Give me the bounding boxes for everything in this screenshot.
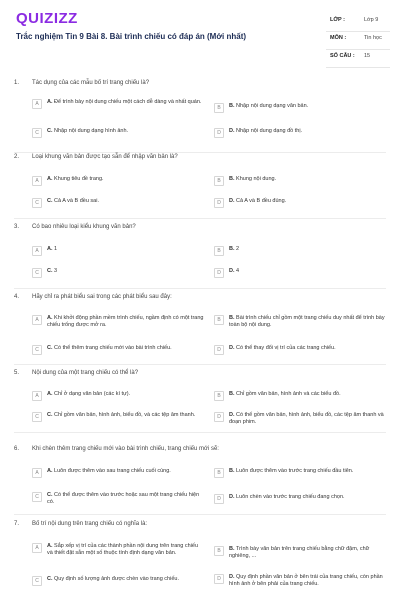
option-letter: D (214, 345, 224, 355)
option-b[interactable] (214, 468, 386, 478)
question-text: Có bao nhiêu loại kiểu khung văn bản? (32, 224, 136, 230)
option-key: B. (229, 315, 235, 321)
option-key: D. (229, 268, 235, 274)
option-a[interactable] (32, 246, 204, 256)
option-b[interactable] (214, 546, 386, 560)
divider (14, 218, 386, 219)
page-title: Trắc nghiệm Tin 9 Bài 8. Bài trình chiếu có đáp án (Mới nhất) (16, 32, 247, 41)
option-c[interactable] (32, 345, 204, 355)
option-text: Luôn chèn vào trước trang chiếu đang chọn. (236, 494, 345, 500)
question-text: Bố trí nội dung trên trang chiếu có nghĩa là: (32, 521, 148, 527)
option-key: C. (47, 576, 53, 582)
option-a[interactable] (32, 468, 204, 478)
option-letter: A (32, 99, 42, 109)
option-a[interactable] (32, 176, 204, 186)
option-key: D. (229, 128, 235, 134)
option-b[interactable] (214, 176, 386, 186)
question-text: Nội dung của một trang chiếu có thể là? (32, 370, 139, 376)
option-key: C. (47, 198, 53, 204)
option-letter: C (32, 412, 42, 422)
question-number: 4. (14, 294, 20, 300)
option-letter: A (32, 315, 42, 325)
option-text: Luôn được thêm vào trước trang chiếu đầu tiên. (236, 468, 354, 474)
option-text: Chỉ gồm văn bản, hình ảnh và các biểu đồ. (236, 391, 341, 397)
option-letter: A (32, 468, 42, 478)
question-number: 2. (14, 154, 20, 160)
option-b[interactable] (214, 246, 386, 256)
option-letter: C (32, 268, 42, 278)
option-key: B. (229, 103, 235, 109)
option-text: Có thể thêm trang chiếu mới vào bài trình chiếu. (54, 345, 172, 351)
option-letter: C (32, 128, 42, 138)
option-letter: B (214, 391, 224, 401)
option-letter: B (214, 315, 224, 325)
option-key: D. (229, 574, 235, 580)
option-text: Chỉ gồm văn bản, hình ảnh, biểu đồ, và các tệp âm thanh. (54, 412, 196, 418)
option-key: B. (229, 176, 235, 182)
option-text: Nhập nội dung dạng đồ thị. (236, 128, 303, 134)
option-letter: C (32, 345, 42, 355)
option-text: Khung tiêu đề trang. (54, 176, 104, 182)
option-a[interactable] (32, 391, 204, 401)
option-c[interactable] (32, 412, 204, 422)
option-d[interactable] (214, 412, 386, 426)
meta-row-class (326, 14, 390, 32)
option-b[interactable] (214, 103, 386, 113)
divider (14, 514, 386, 515)
option-text: Để trình bày nội dung chiếu một cách dễ dàng và nhất quán. (54, 99, 202, 105)
page-header (0, 0, 400, 68)
option-c[interactable] (32, 198, 204, 208)
option-letter: D (214, 494, 224, 504)
option-key: A. (47, 468, 53, 474)
option-d[interactable] (214, 345, 386, 355)
option-key: A. (47, 543, 53, 549)
option-text: Cả A và B đều đúng. (236, 198, 287, 204)
option-text: Cả A và B đều sai. (54, 198, 99, 204)
meta-label: MÔN : (330, 35, 347, 41)
option-text: Quy định số lượng ảnh được chèn vào trang chiếu. (54, 576, 179, 582)
quizizz-logo[interactable]: QUIZIZZ (16, 10, 78, 27)
option-text: Có thể gồm văn bản, hình ảnh, biểu đồ, các tệp âm thanh và đoạn phim. (229, 412, 384, 425)
option-c[interactable] (32, 492, 204, 506)
option-key: D. (229, 494, 235, 500)
meta-row-subject (326, 32, 390, 50)
option-key: A. (47, 176, 53, 182)
option-text: Nhập nội dung dạng hình ảnh. (54, 128, 129, 134)
option-c[interactable] (32, 128, 204, 138)
option-text: Luôn được thêm vào sau trang chiếu cuối cùng. (54, 468, 171, 474)
option-letter: C (32, 492, 42, 502)
option-text: Có thể được thêm vào trước hoặc sau một trang chiếu hiện có. (47, 492, 200, 505)
option-key: D. (229, 345, 235, 351)
question-text: Hãy chỉ ra phát biểu sai trong các phát biểu sau đây: (32, 294, 172, 300)
option-b[interactable] (214, 315, 386, 329)
question-number: 1. (14, 80, 20, 86)
divider (14, 364, 386, 365)
meta-value: 15 (364, 53, 371, 59)
meta-value: Tin học (364, 35, 382, 41)
option-text: Khi khởi động phần mềm trình chiếu, ngầm định có một trang chiếu trống được mở ra. (47, 315, 204, 328)
option-c[interactable] (32, 576, 204, 586)
option-text: 2 (236, 246, 240, 252)
option-letter: D (214, 128, 224, 138)
option-text: Chỉ ở dạng văn bản (các kí tự). (54, 391, 131, 397)
option-text: 3 (54, 268, 58, 274)
option-a[interactable] (32, 543, 204, 557)
question-number: 3. (14, 224, 20, 230)
option-key: C. (47, 128, 53, 134)
option-letter: A (32, 391, 42, 401)
option-text: Trình bày văn bản trên trang chiếu bằng chữ đậm, chữ nghiêng, ... (229, 546, 370, 559)
meta-label: LỚP : (330, 17, 345, 23)
option-letter: C (32, 576, 42, 586)
meta-info-box (326, 14, 390, 68)
meta-label: SỐ CÂU : (330, 53, 355, 59)
option-key: B. (229, 391, 235, 397)
option-d[interactable] (214, 574, 386, 588)
option-text: Khung nội dung. (236, 176, 277, 182)
option-letter: D (214, 574, 224, 584)
option-key: A. (47, 391, 53, 397)
option-d[interactable] (214, 128, 386, 138)
option-text: 1 (54, 246, 58, 252)
meta-row-count (326, 50, 390, 68)
option-letter: B (214, 546, 224, 556)
option-letter: A (32, 176, 42, 186)
option-key: A. (47, 315, 53, 321)
option-text: Bài trình chiếu chỉ gồm một trang chiếu duy nhất để trình bày toàn bộ nội dung. (229, 315, 385, 328)
option-key: C. (47, 345, 53, 351)
option-key: C. (47, 492, 53, 498)
option-key: C. (47, 268, 53, 274)
divider (14, 288, 386, 289)
option-letter: D (214, 198, 224, 208)
divider (14, 432, 386, 433)
question-number: 5. (14, 370, 20, 376)
meta-value: Lớp 9 (364, 17, 379, 23)
option-letter: A (32, 246, 42, 256)
question-number: 7. (14, 521, 20, 527)
option-key: B. (229, 246, 235, 252)
option-d[interactable] (214, 198, 386, 208)
option-letter: B (214, 176, 224, 186)
question-number: 6. (14, 446, 20, 452)
question-text: Loại khung văn bản được tạo sẵn để nhập văn bản là? (32, 154, 178, 160)
option-text: Sắp xếp vị trí của các thành phần nội dung trên trang chiếu và thiết đặt sẵn một số thuộc tính định dạng văn bản. (47, 543, 199, 556)
option-letter: D (214, 412, 224, 422)
option-a[interactable] (32, 315, 204, 329)
option-a[interactable] (32, 99, 204, 109)
option-key: A. (47, 246, 53, 252)
option-letter: B (214, 103, 224, 113)
option-text: 4 (236, 268, 240, 274)
option-key: B. (229, 468, 235, 474)
option-text: Nhập nội dung dạng văn bản. (236, 103, 309, 109)
option-text: Quy định phần văn bản ở bên trái của trang chiếu, còn phần hình ảnh ở bên phải của trang chiếu. (229, 574, 383, 587)
option-d[interactable] (214, 268, 386, 278)
divider (14, 152, 386, 153)
option-letter: C (32, 198, 42, 208)
option-key: B. (229, 546, 235, 552)
option-key: C. (47, 412, 53, 418)
option-letter: B (214, 246, 224, 256)
option-b[interactable] (214, 391, 386, 401)
question-text: Tác dụng của các mẫu bố trí trang chiếu là? (32, 80, 150, 86)
option-letter: D (214, 268, 224, 278)
option-letter: A (32, 543, 42, 553)
option-letter: B (214, 468, 224, 478)
option-key: D. (229, 412, 235, 418)
option-text: Có thể thay đổi vị trí của các trang chiếu. (236, 345, 336, 351)
option-d[interactable] (214, 494, 386, 504)
option-c[interactable] (32, 268, 204, 278)
question-text: Khi chèn thêm trang chiếu mới vào bài trình chiếu, trang chiếu mới sẽ: (32, 446, 219, 452)
option-key: D. (229, 198, 235, 204)
option-key: A. (47, 99, 53, 105)
